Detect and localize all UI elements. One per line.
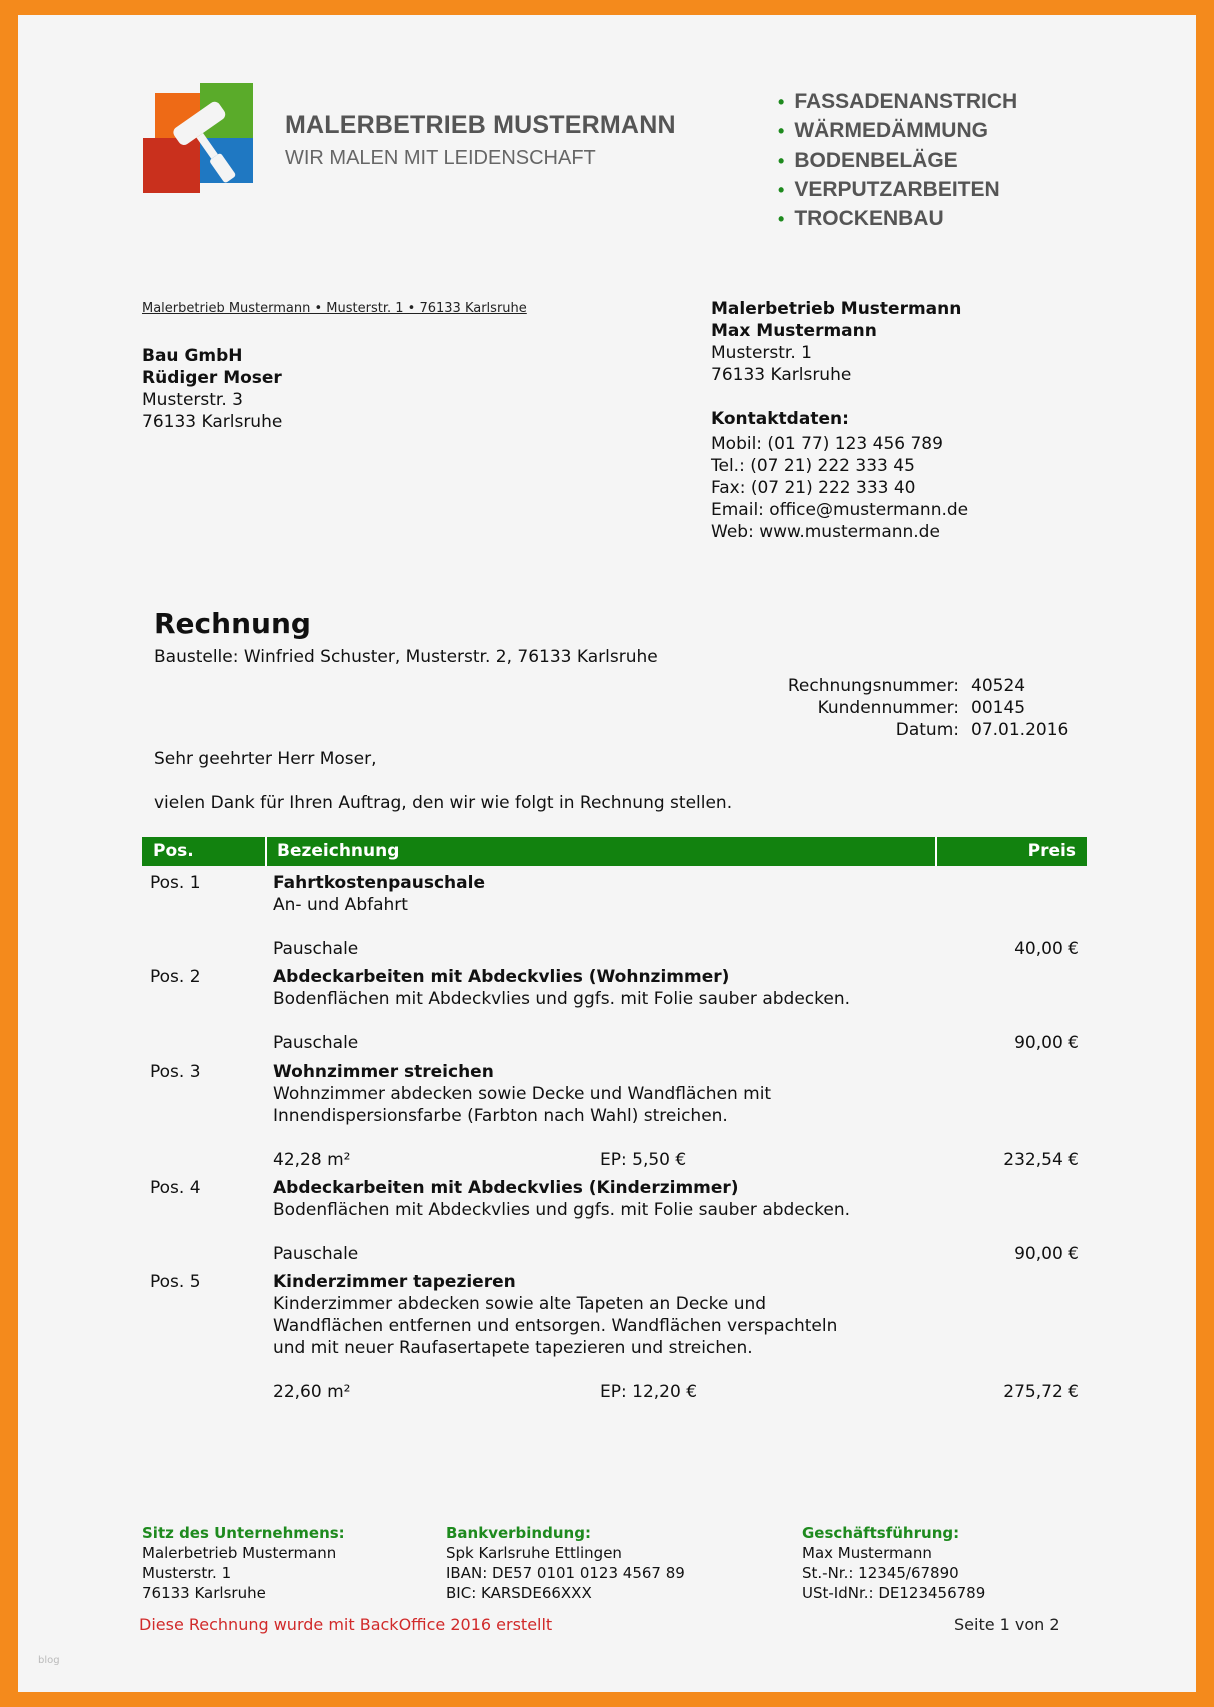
item-line: Innendispersionsfarbe (Farbton nach Wahl) streichen. [273, 1106, 728, 1126]
meta-row [618, 719, 1068, 741]
row-pos: Pos. 3 [150, 1062, 201, 1082]
service-item: • TROCKENBAU [778, 207, 944, 231]
item-line: An- und Abfahrt [273, 895, 408, 915]
company-name: MALERBETRIEB MUSTERMANN [285, 111, 676, 139]
row-unit-price: EP: 12,20 € [600, 1382, 698, 1402]
item-line: Wohnzimmer abdecken sowie Decke und Wandflächen mit [273, 1084, 772, 1104]
row-pos: Pos. 5 [150, 1272, 201, 1292]
item-line: Wandflächen entfernen und entsorgen. Wandflächen verspachteln [273, 1316, 838, 1336]
recipient-name: Rüdiger Moser [142, 368, 282, 388]
sender-line: Malerbetrieb Mustermann • Musterstr. 1 • 76133 Karlsruhe [142, 301, 527, 316]
row-pos: Pos. 2 [150, 967, 201, 987]
bullet-icon: • [778, 92, 785, 112]
item-line: Bodenflächen mit Abdeckvlies und ggfs. mit Folie sauber abdecken. [273, 1200, 850, 1220]
meta-value: 00145 [971, 698, 1026, 718]
bullet-icon: • [778, 121, 785, 142]
footer-line: Max Mustermann [802, 1544, 932, 1562]
contact-company: Malerbetrieb Mustermann [711, 299, 962, 319]
footer-heading: Geschäftsführung: [802, 1524, 960, 1542]
created-note: Diese Rechnung wurde mit BackOffice 2016 erstellt [139, 1615, 553, 1634]
footer-line: Musterstr. 1 [142, 1564, 232, 1582]
contact-city: 76133 Karlsruhe [711, 365, 852, 385]
footer-line: 76133 Karlsruhe [142, 1584, 266, 1602]
item-line: Bodenflächen mit Abdeckvlies und ggfs. mit Folie sauber abdecken. [273, 989, 850, 1009]
footer-line: St.-Nr.: 12345/67890 [802, 1564, 959, 1582]
service-item: • FASSADENANSTRICH [778, 90, 1018, 113]
meta-value: 40524 [971, 676, 1026, 696]
meta-row [618, 697, 1068, 719]
row-price: 275,72 € [1003, 1382, 1079, 1402]
footer-management [802, 1523, 985, 1603]
contact-street: Musterstr. 1 [711, 343, 812, 363]
footer-line: USt-IdNr.: DE123456789 [802, 1584, 986, 1602]
invoice-page [18, 15, 1196, 1692]
row-desc [273, 1061, 923, 1127]
service-item: • VERPUTZARBEITEN [778, 177, 1000, 201]
invoice-meta [618, 675, 1068, 741]
footer-line: Malerbetrieb Mustermann [142, 1544, 337, 1562]
header-divider [935, 837, 937, 866]
company-slogan: WIR MALEN MIT LEIDENSCHAFT [285, 147, 596, 169]
header-price: Preis [1027, 841, 1076, 861]
footer-line: IBAN: DE57 0101 0123 4567 89 [446, 1564, 685, 1582]
header-pos: Pos. [153, 841, 194, 861]
item-line: Kinderzimmer abdecken sowie alte Tapeten an Decke und [273, 1294, 767, 1314]
row-desc [273, 1177, 923, 1221]
service-item: • BODENBELÄGE [778, 148, 958, 172]
row-pos: Pos. 4 [150, 1178, 201, 1198]
meta-label: Datum: [895, 720, 959, 740]
watermark: blog [38, 1655, 60, 1666]
footer-line: BIC: KARSDE66XXX [446, 1584, 592, 1602]
row-pos: Pos. 1 [150, 873, 201, 893]
bullet-icon: • [778, 179, 785, 200]
item-title: Abdeckarbeiten mit Abdeckvlies (Wohnzimmer) [273, 967, 730, 987]
page-number: Seite 1 von 2 [954, 1615, 1060, 1634]
bullet-icon: • [778, 209, 785, 230]
contact-heading: Kontaktdaten: [711, 409, 849, 429]
row-price: 232,54 € [1003, 1150, 1079, 1170]
recipient-street: Musterstr. 3 [142, 390, 243, 410]
contact-fax: Fax: (07 21) 222 333 40 [711, 478, 916, 498]
recipient-address [142, 345, 282, 433]
company-logo [143, 83, 253, 193]
contact-block [711, 298, 968, 543]
row-desc [273, 872, 923, 916]
recipient-company: Bau GmbH [142, 346, 243, 366]
row-qty: 22,60 m² [273, 1382, 351, 1402]
contact-web: Web: www.mustermann.de [711, 522, 940, 542]
row-price: 90,00 € [1014, 1244, 1079, 1264]
meta-row [618, 675, 1068, 697]
row-unit-price: EP: 5,50 € [600, 1150, 687, 1170]
footer-company-seat [142, 1523, 345, 1603]
service-item: • WÄRMEDÄMMUNG [778, 119, 988, 143]
row-desc [273, 1271, 923, 1359]
footer-heading: Sitz des Unternehmens: [142, 1524, 345, 1542]
header-divider [265, 837, 267, 866]
construction-site: Baustelle: Winfried Schuster, Musterstr. 2, 76133 Karlsruhe [154, 647, 658, 667]
intro-text: vielen Dank für Ihren Auftrag, den wir wie folgt in Rechnung stellen. [154, 793, 733, 813]
contact-tel: Tel.: (07 21) 222 333 45 [711, 456, 915, 476]
footer-heading: Bankverbindung: [446, 1524, 591, 1542]
item-title: Kinderzimmer tapezieren [273, 1272, 516, 1292]
contact-name: Max Mustermann [711, 321, 877, 341]
invoice-title: Rechnung [154, 607, 311, 640]
meta-value: 07.01.2016 [971, 720, 1069, 740]
contact-mobil: Mobil: (01 77) 123 456 789 [711, 434, 943, 454]
meta-label: Rechnungsnummer: [787, 676, 959, 696]
recipient-city: 76133 Karlsruhe [142, 412, 283, 432]
meta-label: Kundennummer: [817, 698, 959, 718]
item-title: Abdeckarbeiten mit Abdeckvlies (Kinderzimmer) [273, 1178, 739, 1198]
header-desc: Bezeichnung [277, 841, 400, 861]
item-title: Wohnzimmer streichen [273, 1062, 494, 1082]
footer-bank [446, 1523, 685, 1603]
bullet-icon: • [778, 150, 785, 171]
table-header [142, 837, 1087, 866]
row-qty: 42,28 m² [273, 1150, 351, 1170]
row-price: 40,00 € [1014, 939, 1079, 959]
greeting: Sehr geehrter Herr Moser, [154, 749, 377, 769]
row-qty: Pauschale [273, 939, 359, 959]
contact-email: Email: office@mustermann.de [711, 500, 969, 520]
row-qty: Pauschale [273, 1244, 359, 1264]
row-desc [273, 966, 923, 1010]
item-line: und mit neuer Raufasertapete tapezieren und streichen. [273, 1338, 753, 1358]
row-price: 90,00 € [1014, 1033, 1079, 1053]
item-title: Fahrtkostenpauschale [273, 873, 485, 893]
row-qty: Pauschale [273, 1033, 359, 1053]
services-list [778, 87, 1017, 233]
footer-line: Spk Karlsruhe Ettlingen [446, 1544, 622, 1562]
